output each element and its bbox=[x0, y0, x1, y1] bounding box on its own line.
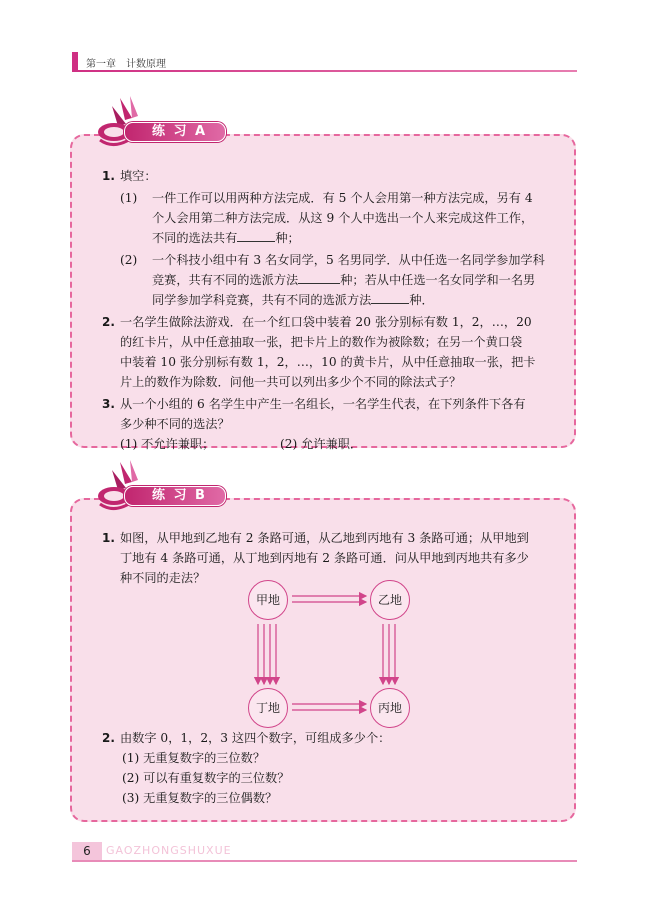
text-fragment: 种； bbox=[275, 231, 300, 245]
sub-question: (1) 不允许兼职； bbox=[120, 437, 215, 451]
text-line: 一个科技小组中有 3 名女同学，5 名男同学．从中任选一名同学参加学科 bbox=[152, 253, 545, 267]
text-fragment: 种；若从中任选一名女同学和一名男 bbox=[340, 273, 536, 287]
page-header bbox=[72, 52, 577, 72]
section-title: 练 习 A bbox=[152, 124, 208, 139]
text-fragment: 不同的选法共有 bbox=[152, 231, 238, 245]
route-diagram bbox=[170, 578, 430, 738]
question-number: 2. bbox=[102, 731, 115, 745]
text-fragment: 竞赛，共有不同的选派方法 bbox=[152, 273, 299, 287]
text-line: 一件工作可以用两种方法完成．有 5 个人会用第一种方法完成，另有 4 bbox=[152, 191, 533, 205]
page-footer bbox=[72, 842, 577, 862]
section-title: 练 习 B bbox=[152, 488, 207, 503]
question-a1-part1 bbox=[102, 188, 554, 248]
question-number: 1. bbox=[102, 531, 115, 545]
question-a1-part2 bbox=[102, 250, 554, 310]
text-line bbox=[152, 270, 554, 290]
header-accent-bar bbox=[72, 52, 78, 72]
sub-question: (2) 允许兼职． bbox=[280, 437, 363, 451]
footer-rule bbox=[72, 860, 577, 862]
exercise-b-content-2 bbox=[102, 728, 554, 810]
node-yi: 乙地 bbox=[370, 580, 410, 620]
fill-blank bbox=[298, 270, 340, 284]
sub-question-number: (1) bbox=[120, 191, 138, 205]
question-a3 bbox=[102, 394, 554, 454]
question-b2 bbox=[102, 728, 554, 808]
text-line bbox=[152, 228, 554, 248]
fill-blank bbox=[371, 290, 409, 304]
text-line: 丁地有 4 条路可通，从丁地到丙地有 2 条路可通．问从甲地到丙地共有多少 bbox=[120, 551, 529, 565]
exercise-b-banner bbox=[92, 460, 224, 516]
page-number: 6 bbox=[72, 842, 102, 860]
question-number: 3. bbox=[102, 397, 115, 411]
text-line bbox=[152, 290, 554, 310]
exercise-a-banner bbox=[92, 96, 224, 152]
footer-brand: GAOZHONGSHUXUE bbox=[106, 844, 232, 857]
fill-blank bbox=[237, 228, 275, 242]
text-fragment: 同学参加学科竞赛，共有不同的选派方法 bbox=[152, 293, 372, 307]
chapter-title: 第一章 计数原理 bbox=[86, 59, 166, 70]
sub-question bbox=[120, 250, 554, 310]
question-text: 填空： bbox=[120, 169, 157, 183]
sub-question-number: (2) bbox=[120, 253, 138, 267]
text-line: 如图，从甲地到乙地有 2 条路可通，从乙地到丙地有 3 条路可通；从甲地到 bbox=[120, 531, 529, 545]
sub-question-row bbox=[120, 434, 554, 454]
text-line: 一名学生做除法游戏．在一个红口袋中装着 20 张分别标有数 1，2，…，20 bbox=[120, 315, 532, 329]
sub-question: (1) 无重复数字的三位数？ bbox=[122, 751, 266, 765]
sub-question: (3) 无重复数字的三位偶数？ bbox=[122, 791, 278, 805]
question-number: 2. bbox=[102, 315, 115, 329]
text-line: 种不同的走法？ bbox=[120, 571, 206, 585]
text-line: 从一个小组的 6 名学生中产生一名组长，一名学生代表，在下列条件下各有 bbox=[120, 397, 526, 411]
sub-question bbox=[120, 188, 554, 248]
node-bing: 丙地 bbox=[370, 688, 410, 728]
text-line: 中装着 10 张分别标有数 1，2，…，10 的黄卡片，从中任意抽取一张，把卡 bbox=[120, 355, 536, 369]
question-a2 bbox=[102, 312, 554, 392]
text-line: 片上的数作为除数．问他一共可以列出多少个不同的除法式子？ bbox=[120, 375, 462, 389]
header-rule bbox=[72, 70, 577, 72]
text-fragment: 种． bbox=[409, 293, 434, 307]
exercise-a-content bbox=[102, 166, 554, 456]
text-line: 个人会用第二种方法完成．从这 9 个人中选出一个人来完成这件工作， bbox=[152, 211, 534, 225]
node-ding: 丁地 bbox=[248, 688, 288, 728]
sub-question: (2) 可以有重复数字的三位数？ bbox=[122, 771, 290, 785]
text-line: 由数字 0，1，2，3 这四个数字，可组成多少个： bbox=[120, 731, 391, 745]
text-line: 的红卡片，从中任意抽取一张，把卡片上的数作为被除数；在另一个黄口袋 bbox=[120, 335, 523, 349]
node-jia: 甲地 bbox=[248, 580, 288, 620]
text-line: 多少种不同的选法？ bbox=[120, 417, 230, 431]
exercise-a-box bbox=[70, 134, 576, 451]
question-number: 1. bbox=[102, 169, 115, 183]
question-a1 bbox=[102, 166, 554, 186]
